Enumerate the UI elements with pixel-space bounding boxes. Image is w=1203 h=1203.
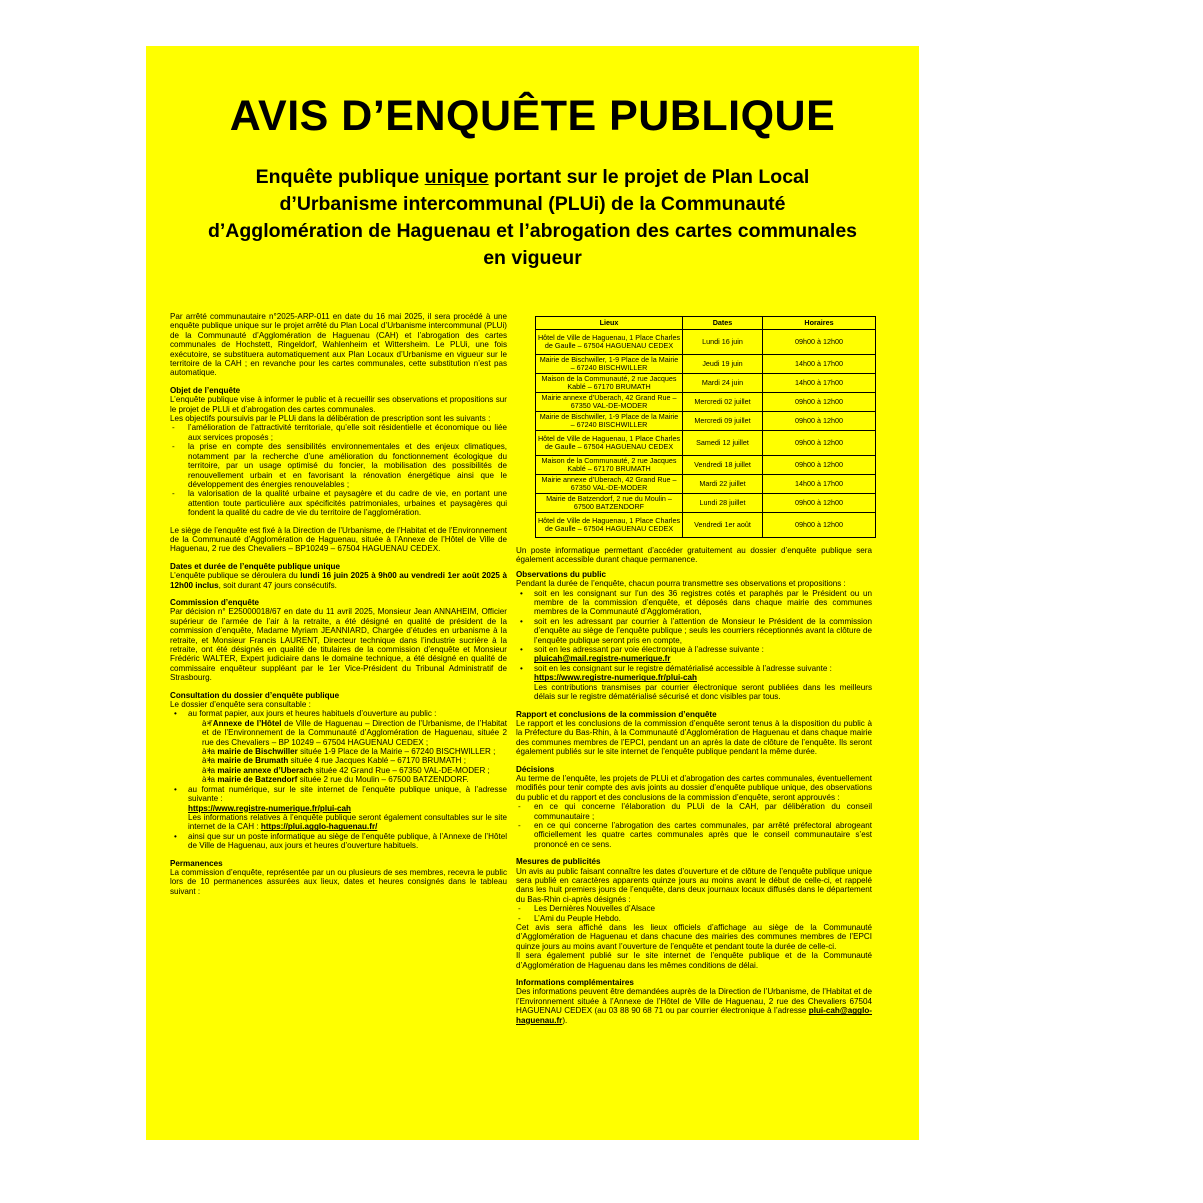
- table-cell: 09h00 à 12h00: [763, 412, 876, 431]
- dates-paragraph: [170, 571, 507, 590]
- table-cell: Jeudi 19 juin: [683, 355, 763, 374]
- place-name: mairie de Brumath: [217, 756, 289, 766]
- place-text: située 1-9 Place de la Mairie – 67240 BISCHWILLER ;: [297, 747, 496, 757]
- table-cell: 09h00 à 12h00: [763, 431, 876, 456]
- table-row: [536, 355, 876, 374]
- section-heading-permanences: Permanences: [170, 858, 223, 868]
- table-cell: 14h00 à 17h00: [763, 374, 876, 393]
- decisions-paragraph: Au terme de l’enquête, les projets de PLUi et d’abrogation des cartes communales, éventuellement modifiés pour tenir compte des avis joints au dossier d’enquête publique unique, des observations du public et du rapport et des conclusions de la commission d’enquête, seront approuvés :: [516, 773, 872, 802]
- table-cell: Mardi 24 juin: [683, 374, 763, 393]
- table-row: [536, 412, 876, 431]
- table-cell: Hôtel de Ville de Haguenau, 1 Place Charles de Gaulle – 67504 HAGUENAU CEDEX: [536, 431, 683, 456]
- list-item: [516, 645, 872, 664]
- table-row: [536, 393, 876, 412]
- publicite-paragraph: Un avis au public faisant connaître les dates d’ouverture et de clôture de l’enquête publique unique sera publié en caractères apparents quinze jours au moins avant le début de celle-ci, et rappelé dans les huit premiers jours de l’enquête, dans deux journaux locaux diffusés dans le département du Bas-Rhin ci-après désignés :: [516, 866, 872, 904]
- place-text: à l’: [202, 718, 213, 728]
- email-registre-link[interactable]: pluicah@mail.registre-numerique.fr: [534, 654, 671, 664]
- table-cell: Lundi 28 juillet: [683, 494, 763, 513]
- section-heading-infos: Informations complémentaires: [516, 978, 634, 988]
- table-row: [536, 456, 876, 475]
- infos-text: ).: [562, 1015, 568, 1025]
- dates-text: , soit durant 47 jours consécutifs.: [218, 580, 337, 590]
- table-cell: Samedi 12 juillet: [683, 431, 763, 456]
- infos-text: Des informations peuvent être demandées auprès de la Direction de l’Urbanisme, de l’Habitat et de l’Environnement située à l’Annexe de l’Hôtel de Ville de Haguenau, 2 rue des Chevaliers 67504 HAGUENAU CEDEX (au 03 88 90 68 71 ou par courrier électronique à l’adresse: [516, 987, 872, 1016]
- cah-website-link[interactable]: https://plui.agglo-haguenau.fr/: [260, 822, 378, 832]
- table-cell: Mairie de Bischwiller, 1-9 Place de la Mairie – 67240 BISCHWILLER: [536, 412, 683, 431]
- objet-paragraph: Les objectifs poursuivis par le PLUi dans la délibération de prescription sont les suivants :: [170, 414, 491, 424]
- publicite-paragraph: Cet avis sera affiché dans les lieux officiels d’affichage au siège de la Communauté d’Agglomération de Haguenau et dans chacune des mairies des communes membres de l’EPCI quinze jours au moins avant l’ouverture de l’enquête et pendant toute la durée de celle-ci.: [516, 923, 872, 951]
- list-item: • soit en les consignant sur l’un des 36 registres cotés et paraphés par le Président ou un membre de la commission d’enquête, et déposés dans chaque mairie des communes membres de la Communauté d’Agglomération,: [516, 589, 872, 617]
- list-item: [516, 664, 872, 702]
- table-cell: Mercredi 09 juillet: [683, 412, 763, 431]
- publicite-paragraph: Il sera également publié sur le site internet de l’enquête publique et de la Communauté d’Agglomération de Haguenau dans les mêmes conditions de délai.: [516, 951, 872, 970]
- places-list: [188, 719, 507, 785]
- permanences-paragraph: La commission d’enquête, représentée par un ou plusieurs de ses membres, recevra le public lors de 10 permanences assurées aux lieux, dates et heures consignés dans le tableau suivant :: [170, 867, 507, 896]
- section-heading-rapport: Rapport et conclusions de la commission d’enquête: [516, 709, 717, 719]
- section-heading-publicite: Mesures de publicités: [516, 857, 601, 867]
- table-cell: 09h00 à 12h00: [763, 456, 876, 475]
- place-text: située 42 Grand Rue – 67350 VAL-DE-MODER ;: [313, 765, 490, 775]
- table-cell: Mairie de Bischwiller, 1-9 Place de la Mairie – 67240 BISCHWILLER: [536, 355, 683, 374]
- place-item: [188, 719, 507, 747]
- list-item-text: soit en les consignant sur le registre dématérialisé accessible à l’adresse suivante :: [534, 663, 832, 673]
- contact-email-link[interactable]: plui-cah@agglo-haguenau.fr: [516, 1006, 872, 1025]
- table-cell: 09h00 à 12h00: [763, 393, 876, 412]
- subtitle-part: Enquête publique: [255, 166, 425, 188]
- subtitle-part: portant sur le projet de Plan Local d’Urbanisme intercommunal (PLUi) de la Communauté d’Agglomération de Haguenau et l’abrogation des cartes communales en vigueur: [207, 166, 858, 269]
- table-cell: 14h00 à 17h00: [763, 475, 876, 494]
- consultation-list: [170, 709, 507, 850]
- list-item-text: au format numérique, sur le site internet de l’enquête publique unique, à l’adresse suivante :: [188, 784, 507, 804]
- place-text: située 2 rue du Moulin – 67500 BATZENDORF.: [297, 775, 469, 785]
- table-cell: 09h00 à 12h00: [763, 513, 876, 538]
- place-item: [188, 747, 507, 756]
- poste-paragraph: Un poste informatique permettant d’accéder gratuitement au dossier d’enquête publique sera également accessible durant chaque permanence.: [516, 546, 872, 565]
- table-cell: Mairie annexe d’Uberach, 42 Grand Rue – 67350 VAL-DE-MODER: [536, 393, 683, 412]
- place-text: à la: [202, 765, 218, 775]
- page-title: AVIS D’ENQUÊTE PUBLIQUE: [229, 92, 836, 140]
- infos-paragraph: [516, 987, 872, 1025]
- list-item: - la valorisation de la qualité urbaine et paysagère et du cadre de vie, en portant une attention toute particulière aux spécificités patrimoniales, urbaines et paysagères qui fondent la qualité du cadre de vie du territoire de l’agglomération.: [170, 489, 507, 517]
- section-heading-dates: Dates et durée de l’enquête publique unique: [170, 561, 340, 571]
- observations-list: [516, 589, 872, 702]
- section-heading-decisions: Décisions: [516, 764, 555, 774]
- place-name: Annexe de l’Hôtel: [212, 718, 282, 728]
- table-row: [536, 494, 876, 513]
- table-cell: Hôtel de Ville de Haguenau, 1 Place Charles de Gaulle – 67504 HAGUENAU CEDEX: [536, 330, 683, 355]
- newspapers-list: [516, 904, 872, 923]
- place-text: à la: [202, 775, 218, 785]
- table-cell: 14h00 à 17h00: [763, 355, 876, 374]
- notice-poster: [146, 46, 919, 1140]
- table-cell: 09h00 à 12h00: [763, 330, 876, 355]
- place-item: [188, 775, 507, 784]
- right-column: [516, 546, 872, 1025]
- table-cell: Lundi 16 juin: [683, 330, 763, 355]
- section-heading-commission: Commission d’enquête: [170, 597, 260, 607]
- list-item: • soit en les adressant par courrier à l’attention de Monsieur le Président de la commission d’enquête au siège de l’enquête publique ; seuls les courriers réceptionnés avant la clôture de l’enquête publique seront pris en compte,: [516, 617, 872, 645]
- registre-link[interactable]: https://www.registre-numerique.fr/plui-cah: [534, 673, 697, 683]
- table-row: [536, 513, 876, 538]
- table-header-row: [536, 317, 876, 330]
- rapport-paragraph: Le rapport et les conclusions de la commission d’enquête seront tenus à la disposition du public à la Préfecture du Bas-Rhin, à la Communauté d’Agglomération de Haguenau et dans chaque mairie des communes membres de l’EPCI, pendant un an après la date de clôture de l’enquête. Ils seront également publiés sur le site internet de l’enquête publique pendant la même durée.: [516, 718, 872, 757]
- table-row: [536, 431, 876, 456]
- list-item: - la prise en compte des sensibilités environnementales et des enjeux climatiques, notamment par la recherche d’une amélioration du fonctionnement écologique du territoire, par un usage optimisé du foncier, la mobilisation des possibilités de renouvellement urbain et en favorisant la rénovation énergétique ainsi que le développement des énergies renouvelables ;: [170, 442, 507, 489]
- table-row: [536, 374, 876, 393]
- table-cell: Hôtel de Ville de Haguenau, 1 Place Charles de Gaulle – 67504 HAGUENAU CEDEX: [536, 513, 683, 538]
- dates-bold: lundi 16 juin 2025 à 9h00 au vendredi 1er août 2025 à 12h00 inclus: [170, 571, 507, 590]
- list-item: • ainsi que sur un poste informatique au siège de l’enquête publique, à l’Annexe de l’Hôtel de Ville de Haguenau, aux jours et heures d’ouverture habituels.: [170, 832, 507, 851]
- table-cell: Mardi 22 juillet: [683, 475, 763, 494]
- list-item-text: soit en les adressant par voie électronique à l’adresse suivante :: [534, 645, 764, 655]
- table-cell: Maison de la Communauté, 2 rue Jacques Kablé – 67170 BRUMATH: [536, 456, 683, 475]
- consultation-intro: Le dossier d’enquête sera consultable :: [170, 700, 311, 710]
- list-item: [170, 785, 507, 832]
- place-text: de Ville de Haguenau – Direction de l’Urbanisme, de l’Habitat et de l’Environnement de la Communauté d’Agglomération de Haguenau, située 2 rue des Chevaliers – BP 10249 – 67504 HAGUENAU CEDEX ;: [202, 718, 507, 747]
- left-column: [170, 312, 507, 896]
- list-item: - en ce qui concerne l’abrogation des cartes communales, par arrêté préfectoral abrogeant officiellement les quatre cartes communales après que le conseil communautaire s’est prononcé en ce sens.: [516, 821, 872, 849]
- commission-paragraph: Par décision n° E25000018/67 en date du 11 avril 2025, Monsieur Jean ANNAHEIM, Officier supérieur de l’armée de l’air à la retraite, a été désigné en qualité de président de la commission d’enquête, Madame Myriam JEANNIARD, Chargée d’études en urbanisme à la retraite, et Monsieur Francis LAURENT, Directeur technique dans l’industrie sucrière à la retraite, ont été désignés en qualité de titulaires de la commission d’enquête et Monsieur Frédéric WALTER, Expert judiciaire dans le domaine technique, a été désigné en qualité de commissaire enquêteur suppléant par le 1er Vice-Président du Tribunal Administratif de Strasbourg.: [170, 607, 507, 683]
- table-header: Horaires: [763, 317, 876, 330]
- place-item: [188, 766, 507, 775]
- section-heading-objet: Objet de l’enquête: [170, 385, 241, 395]
- siege-paragraph: Le siège de l’enquête est fixé à la Direction de l’Urbanisme, de l’Habitat et de l’Environnement de la Communauté d’Agglomération de Haguenau, située à l’Annexe de l’Hôtel de Ville de Haguenau, 2 rue des Chevaliers – BP10249 – 67504 HAGUENAU CEDEX.: [170, 525, 507, 554]
- table-cell: Vendredi 1er août: [683, 513, 763, 538]
- page-subtitle: [206, 164, 859, 272]
- list-item: - Les Dernières Nouvelles d’Alsace: [516, 904, 872, 913]
- observations-intro: Pendant la durée de l’enquête, chacun pourra transmettre ses observations et propositions :: [516, 579, 846, 589]
- place-text: située 4 rue Jacques Kablé – 67170 BRUMATH ;: [288, 756, 466, 766]
- section-heading-consultation: Consultation du dossier d’enquête publique: [170, 690, 340, 700]
- subtitle-underlined: unique: [424, 166, 489, 188]
- table-row: [536, 475, 876, 494]
- place-text: à la: [202, 747, 218, 757]
- objet-paragraph: L’enquête publique vise à informer le public et à recueillir ses observations et propositions sur le projet de PLUi et d’abrogation des cartes communales.: [170, 395, 507, 414]
- list-item: - L’Ami du Peuple Hebdo.: [516, 914, 872, 923]
- table-cell: Vendredi 18 juillet: [683, 456, 763, 475]
- intro-paragraph: Par arrêté communautaire n°2025-ARP-011 en date du 16 mai 2025, il sera procédé à une enquête publique unique sur le projet arrêté du Plan Local d’Urbanisme intercommunal (PLUi) de la Communauté d’Agglomération de Haguenau (CAH) et l’abrogation des cartes communales de Hochstett, Ringeldorf, Wahlenheim et Wittersheim. Le PLUi, une fois exécutoire, se substituera automatiquement aux Plan Locaux d’Urbanisme en vigueur sur le territoire de la CAH ; en revanche pour les cartes communales, cette substitution n’est pas automatique.: [170, 312, 507, 378]
- table-cell: Mairie de Batzendorf, 2 rue du Moulin – 67500 BATZENDORF: [536, 494, 683, 513]
- place-name: mairie de Bischwiller: [217, 747, 298, 757]
- objectives-list: [170, 423, 507, 517]
- table-cell: Maison de la Communauté, 2 rue Jacques Kablé – 67170 BRUMATH: [536, 374, 683, 393]
- section-heading-observations: Observations du public: [516, 569, 606, 579]
- place-item: [188, 756, 507, 765]
- decisions-list: [516, 802, 872, 849]
- table-cell: Mairie annexe d’Uberach, 42 Grand Rue – 67350 VAL-DE-MODER: [536, 475, 683, 494]
- place-name: mairie de Batzendorf: [217, 775, 298, 785]
- table-header: Dates: [683, 317, 763, 330]
- list-item-text: Les contributions transmises par courrier électronique seront publiées dans les meilleurs délais sur le registre dématérialisé sécurisé et donc visibles par tous.: [534, 682, 872, 702]
- table-cell: 09h00 à 12h00: [763, 494, 876, 513]
- dates-text: L’enquête publique se déroulera du: [170, 571, 301, 581]
- table-cell: Mercredi 02 juillet: [683, 393, 763, 412]
- table-row: [536, 330, 876, 355]
- permanences-table: [535, 316, 876, 538]
- list-item: [170, 709, 507, 784]
- table-header: Lieux: [536, 317, 683, 330]
- list-item-text: Les informations relatives à l’enquête publique seront également consultables sur le site internet de la CAH :: [188, 812, 507, 832]
- registre-link[interactable]: https://www.registre-numerique.fr/plui-cah: [188, 803, 351, 813]
- list-item: - en ce qui concerne l’élaboration du PLUi de la CAH, par délibération du conseil communautaire ;: [516, 802, 872, 821]
- place-text: à la: [202, 756, 218, 766]
- list-item: - l’amélioration de l’attractivité territoriale, qu’elle soit résidentielle et économique ou liée aux services proposés ;: [170, 423, 507, 442]
- list-item-text: au format papier, aux jours et heures habituels d’ouverture au public :: [188, 709, 437, 719]
- place-name: mairie annexe d’Uberach: [217, 765, 314, 775]
